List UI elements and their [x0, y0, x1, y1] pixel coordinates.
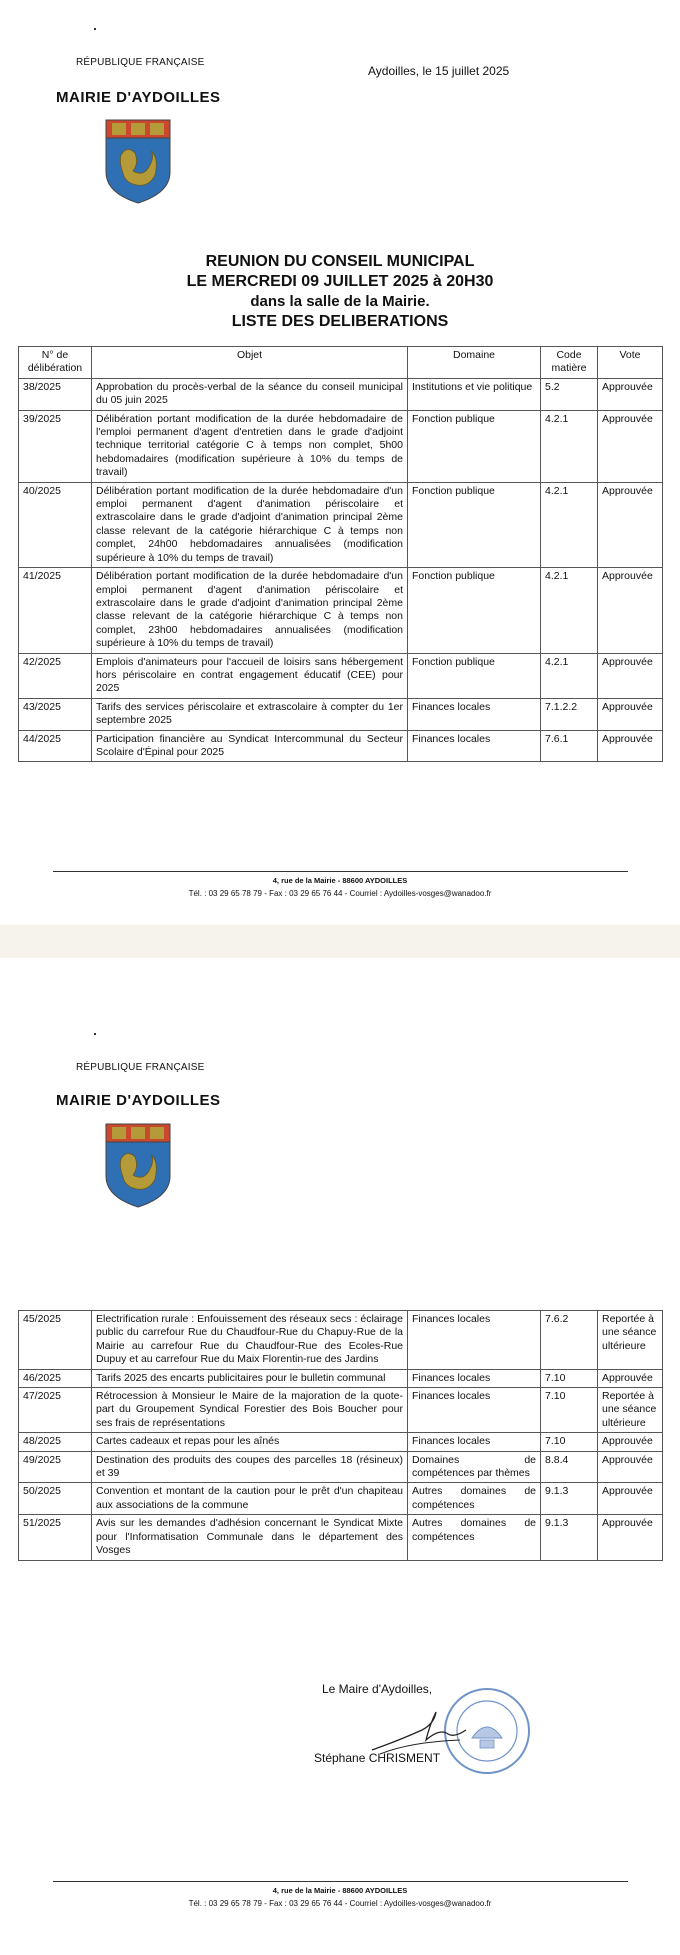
- table-row: [19, 1311, 663, 1370]
- table-row: [19, 698, 663, 730]
- row-code: 7.6.2: [541, 1311, 598, 1370]
- footer-page-2: [0, 1881, 680, 1908]
- row-objet: Cartes cadeaux et repas pour les aînés: [92, 1433, 408, 1451]
- row-objet: Tarifs 2025 des encarts publicitaires pour le bulletin communal: [92, 1369, 408, 1387]
- row-vote: Approuvée: [598, 568, 663, 653]
- footer-rule: [53, 871, 628, 872]
- row-vote: Approuvée: [598, 698, 663, 730]
- row-domaine: Institutions et vie politique: [408, 378, 541, 410]
- row-domaine: Finances locales: [408, 730, 541, 762]
- table-row: [19, 482, 663, 567]
- mairie-title: MAIRIE D'AYDOILLES: [56, 1092, 221, 1109]
- footer-contact: Tél. : 03 29 65 78 79 - Fax : 03 29 65 76 44 - Courriel : Aydoilles-vosges@wanadoo.fr: [188, 889, 492, 898]
- row-objet: Délibération portant modification de la durée hebdomadaire d'un emploi permanent d'agent d'animation périscolaire et extrascolaire dans le grade d'adjoint d'animation principal 2ème classe relevant de la catégorie hiérarchique C à temps non complet, 23h00 hebdomadaires annualisées (modification supérieure à 10% du temps de travail): [92, 568, 408, 653]
- row-code: 9.1.3: [541, 1483, 598, 1515]
- row-num: 39/2025: [19, 410, 92, 482]
- table-row: [19, 1433, 663, 1451]
- row-vote: Approuvée: [598, 482, 663, 567]
- row-domaine: Autres domaines de compétences: [408, 1515, 541, 1560]
- row-code: 7.10: [541, 1388, 598, 1433]
- coat-of-arms-icon: [103, 1121, 173, 1209]
- table-row: [19, 653, 663, 698]
- row-code: 4.2.1: [541, 482, 598, 567]
- header-objet: Objet: [92, 347, 408, 379]
- row-vote: Approuvée: [598, 378, 663, 410]
- row-vote: Approuvée: [598, 410, 663, 482]
- footer-contact: Tél. : 03 29 65 78 79 - Fax : 03 29 65 76 44 - Courriel : Aydoilles-vosges@wanadoo.fr: [188, 1899, 492, 1908]
- row-vote: Approuvée: [598, 1433, 663, 1451]
- row-objet: Participation financière au Syndicat Intercommunal du Secteur Scolaire d'Épinal pour 2025: [92, 730, 408, 762]
- table-row: [19, 1515, 663, 1560]
- row-objet: Délibération portant modification de la durée hebdomadaire d'un emploi permanent d'agent d'animation périscolaire et extrascolaire dans le grade d'adjoint d'animation principal 2ème classe relevant de la catégorie hiérarchique C à temps non complet, 24h00 hebdomadaires annualisées (modification supérieure à 10% du temps de travail): [92, 482, 408, 567]
- scan-speck: [94, 28, 96, 30]
- row-domaine: Fonction publique: [408, 653, 541, 698]
- row-objet: Convention et montant de la caution pour le prêt d'un chapiteau aux associations de la commune: [92, 1483, 408, 1515]
- table-row: [19, 1369, 663, 1387]
- row-domaine: Autres domaines de compétences: [408, 1483, 541, 1515]
- footer-address: 4, rue de la Mairie - 88600 AYDOILLES: [272, 876, 408, 885]
- row-objet: Emplois d'animateurs pour l'accueil de loisirs sans hébergement hors périscolaire en contrat engagement éducatif (CEE) pour 2025: [92, 653, 408, 698]
- header-num: N° de délibération: [19, 347, 92, 379]
- footer-page-1: [0, 871, 680, 898]
- table-row: [19, 1451, 663, 1483]
- mairie-title: MAIRIE D'AYDOILLES: [56, 89, 221, 106]
- deliberations-table-page-2: [18, 1310, 663, 1561]
- row-objet: Avis sur les demandes d'adhésion concernant le Syndicat Mixte pour l'Informatisation Communale dans le département des Vosges: [92, 1515, 408, 1560]
- row-vote: Approuvée: [598, 1515, 663, 1560]
- row-vote: Approuvée: [598, 1369, 663, 1387]
- row-domaine: Finances locales: [408, 1369, 541, 1387]
- row-code: 4.2.1: [541, 410, 598, 482]
- row-num: 43/2025: [19, 698, 92, 730]
- row-code: 7.6.1: [541, 730, 598, 762]
- footer-address: 4, rue de la Mairie - 88600 AYDOILLES: [272, 1886, 408, 1895]
- signature-title: Le Maire d'Aydoilles,: [322, 1682, 433, 1696]
- row-code: 9.1.3: [541, 1515, 598, 1560]
- row-vote: Approuvée: [598, 653, 663, 698]
- table-row: [19, 1483, 663, 1515]
- row-vote: Approuvée: [598, 1451, 663, 1483]
- title-line-4: LISTE DES DELIBERATIONS: [231, 313, 449, 330]
- row-code: 7.10: [541, 1433, 598, 1451]
- row-num: 42/2025: [19, 653, 92, 698]
- header-code: Code matière: [541, 347, 598, 379]
- row-num: 41/2025: [19, 568, 92, 653]
- row-code: 7.1.2.2: [541, 698, 598, 730]
- mayor-name: Stéphane CHRISMENT: [314, 1751, 441, 1765]
- row-code: 4.2.1: [541, 653, 598, 698]
- title-line-3: dans la salle de la Mairie.: [250, 293, 430, 310]
- row-domaine: Fonction publique: [408, 410, 541, 482]
- row-num: 44/2025: [19, 730, 92, 762]
- footer-rule: [53, 1881, 628, 1882]
- header-domaine: Domaine: [408, 347, 541, 379]
- row-domaine: Fonction publique: [408, 568, 541, 653]
- row-objet: Electrification rurale : Enfouissement des réseaux secs : éclairage public du carrefour Rue du Chaudfour-Rue du Chapuy-Rue de la Mairie au carrefour Rue du Chaudfour-Rue des Ecoles-Rue Dupuy et au carrefour Rue du Maix Florentin-rue des Jardins: [92, 1311, 408, 1370]
- row-objet: Rétrocession à Monsieur le Maire de la majoration de la quote-part du Groupement Syndical Forestier des Bois Boucher pour ses frais de représentations: [92, 1388, 408, 1433]
- table-row: [19, 730, 663, 762]
- row-objet: Tarifs des services périscolaire et extrascolaire à compter du 1er septembre 2025: [92, 698, 408, 730]
- row-domaine: Finances locales: [408, 698, 541, 730]
- row-vote: Approuvée: [598, 730, 663, 762]
- row-num: 48/2025: [19, 1433, 92, 1451]
- row-num: 51/2025: [19, 1515, 92, 1560]
- title-line-2: LE MERCREDI 09 JUILLET 2025 à 20H30: [186, 273, 494, 290]
- row-vote: Reportée à une séance ultérieure: [598, 1388, 663, 1433]
- row-code: 5.2: [541, 378, 598, 410]
- document-date: Aydoilles, le 15 juillet 2025: [368, 64, 510, 78]
- table-row: [19, 568, 663, 653]
- table-row: [19, 378, 663, 410]
- row-num: 40/2025: [19, 482, 92, 567]
- deliberations-table-page-1: [18, 346, 663, 762]
- row-objet: Délibération portant modification de la durée hebdomadaire de l'emploi permanent d'agent d'entretien dans le grade d'adjoint technique territorial catégorie C à temps non complet, 5h00 hebdomadaires (modification supérieure à 10% du temps de travail): [92, 410, 408, 482]
- table-row: [19, 410, 663, 482]
- scan-speck: [94, 1033, 96, 1035]
- document-page-1: [0, 0, 680, 925]
- row-code: 4.2.1: [541, 568, 598, 653]
- title-line-1: REUNION DU CONSEIL MUNICIPAL: [205, 253, 475, 270]
- table-header-row: [19, 347, 663, 379]
- row-vote: Approuvée: [598, 1483, 663, 1515]
- row-vote: Reportée à une séance ultérieure: [598, 1311, 663, 1370]
- row-objet: Destination des produits des coupes des parcelles 18 (résineux) et 39: [92, 1451, 408, 1483]
- row-num: 46/2025: [19, 1369, 92, 1387]
- republique-label: RÉPUBLIQUE FRANÇAISE: [76, 57, 205, 68]
- row-domaine: Domaines de compétences par thèmes: [408, 1451, 541, 1483]
- coat-of-arms-icon: [103, 117, 173, 205]
- row-domaine: Finances locales: [408, 1388, 541, 1433]
- row-domaine: Finances locales: [408, 1311, 541, 1370]
- row-num: 50/2025: [19, 1483, 92, 1515]
- row-objet: Approbation du procès-verbal de la séance du conseil municipal du 05 juin 2025: [92, 378, 408, 410]
- row-code: 8.8.4: [541, 1451, 598, 1483]
- table-row: [19, 1388, 663, 1433]
- republique-label: RÉPUBLIQUE FRANÇAISE: [76, 1062, 205, 1073]
- row-num: 47/2025: [19, 1388, 92, 1433]
- row-num: 38/2025: [19, 378, 92, 410]
- header-vote: Vote: [598, 347, 663, 379]
- row-num: 49/2025: [19, 1451, 92, 1483]
- row-domaine: Finances locales: [408, 1433, 541, 1451]
- row-num: 45/2025: [19, 1311, 92, 1370]
- meeting-titles: [0, 252, 680, 332]
- row-domaine: Fonction publique: [408, 482, 541, 567]
- row-code: 7.10: [541, 1369, 598, 1387]
